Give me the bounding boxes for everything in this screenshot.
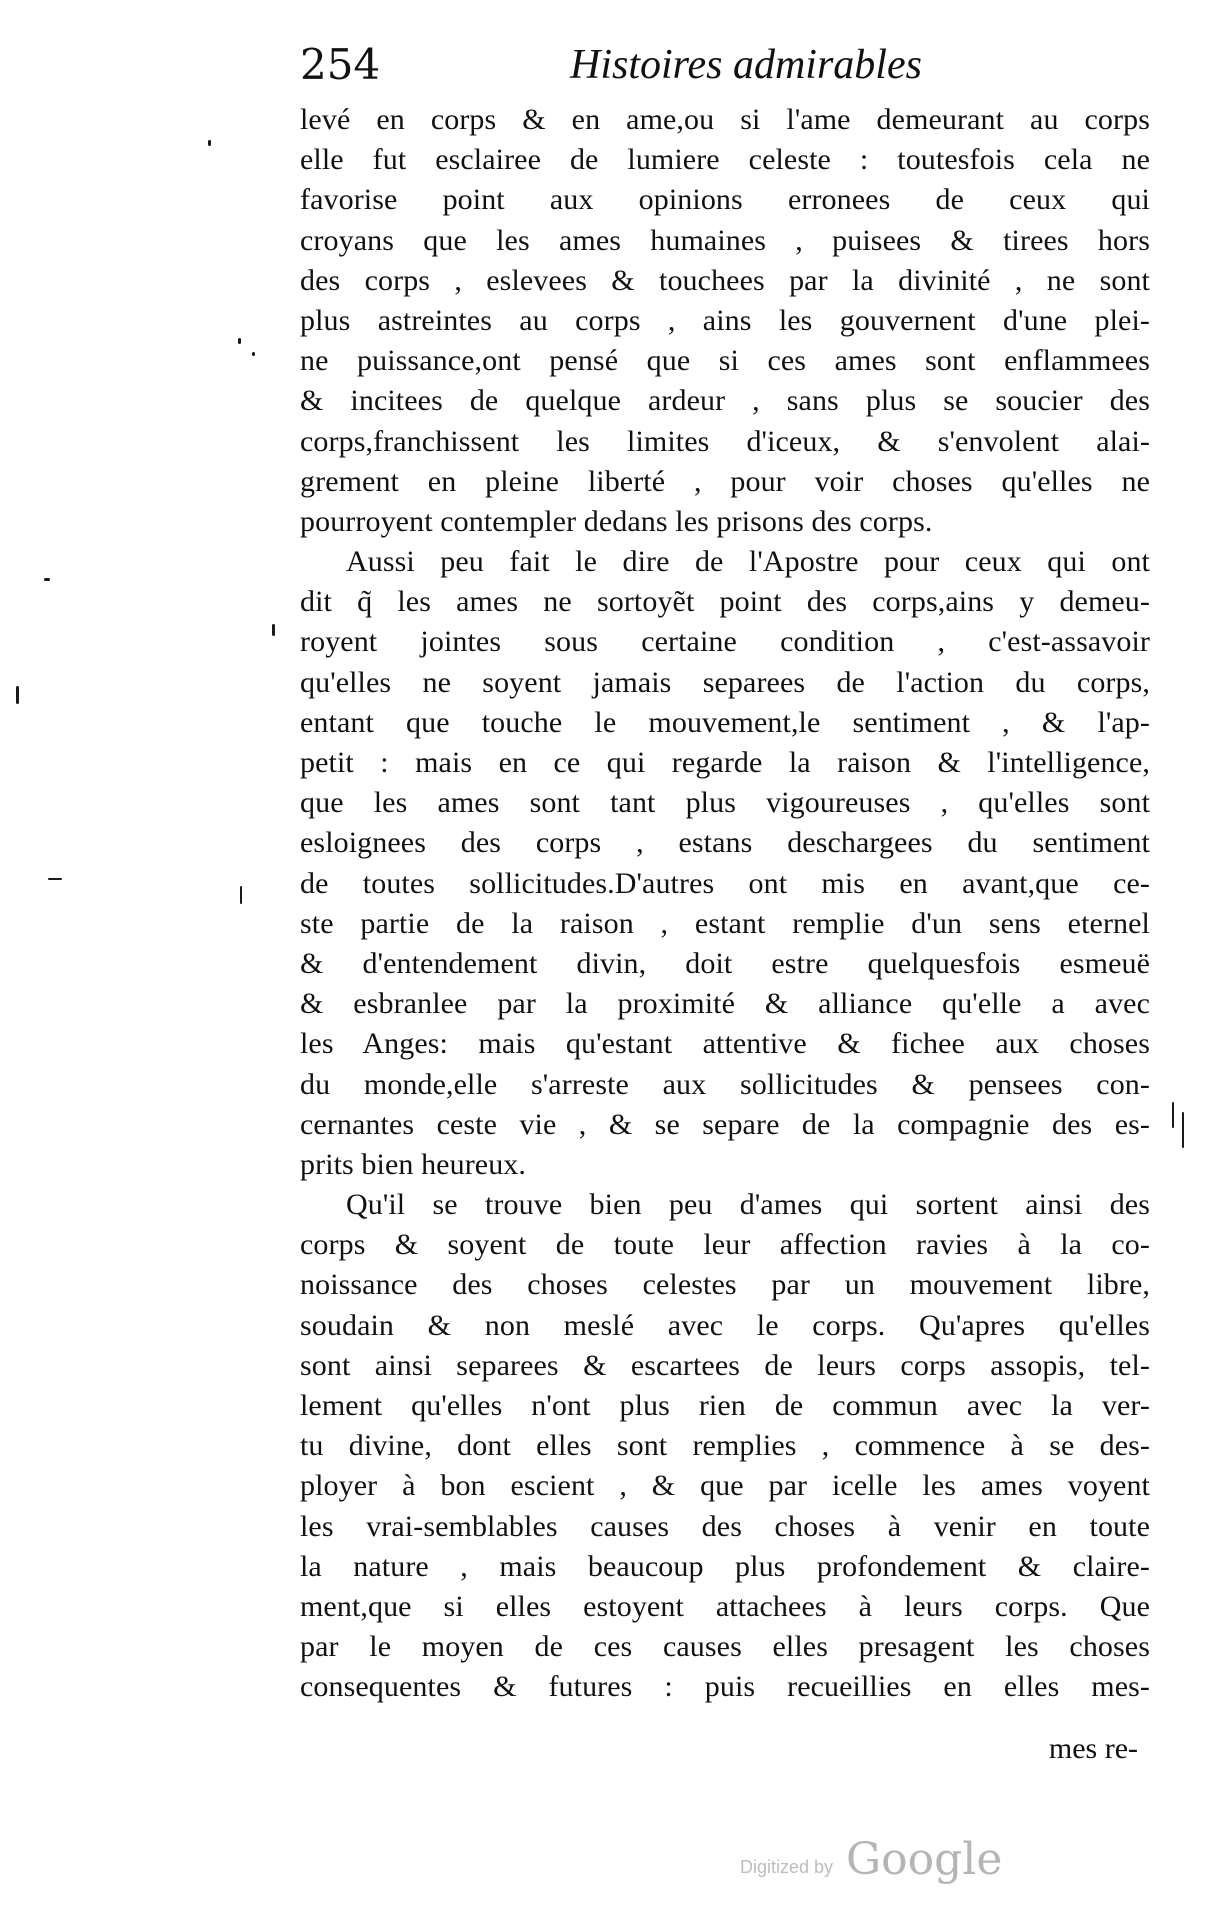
text-line: petit : mais en ce qui regarde la raison & l'intelligence, (300, 746, 1150, 779)
text-line: & esbranlee par la proximité & alliance qu'elle a avec (300, 987, 1150, 1021)
text-line: sont ainsi separees & escartees de leurs corps assopis, tel- (300, 1348, 1150, 1382)
text-line: elle fut esclairee de lumiere celeste : toutesfois cela ne (300, 143, 1150, 177)
text-line: consequentes & futures : puis recueillies en elles mes- (300, 1670, 1150, 1704)
text-line: que les ames sont tant plus vigoureuses , qu'elles sont (300, 786, 1150, 820)
text-line: les vrai-semblables causes des choses à venir en toute (300, 1509, 1150, 1543)
text-line: noissance des choses celestes par un mouvement libre, (300, 1268, 1150, 1302)
margin-mark (272, 624, 275, 636)
text-line: Aussi peu fait le dire de l'Apostre pour ceux qui ont (346, 545, 1150, 579)
text-line: & incitees de quelque ardeur , sans plus se soucier des (300, 384, 1150, 418)
text-line: corps & soyent de toute leur affection ravies à la co- (300, 1228, 1150, 1262)
margin-mark (208, 140, 211, 146)
text-line: les Anges: mais qu'estant attentive & fichee aux choses (300, 1027, 1150, 1061)
margin-mark (44, 578, 50, 581)
text-line: ste partie de la raison , estant remplie d'un sens eternel (300, 906, 1150, 940)
margin-mark (1172, 1102, 1174, 1128)
text-line: Qu'il se trouve bien peu d'ames qui sortent ainsi des (346, 1188, 1150, 1222)
text-line: ment,que si elles estoyent attachees à leurs corps. Que (300, 1589, 1150, 1623)
text-line: croyans que les ames humaines , puisees & tirees hors (300, 223, 1150, 257)
body-text (300, 100, 1150, 1708)
text-line: entant que touche le mouvement,le sentiment , & l'ap- (300, 705, 1150, 739)
text-line: royent jointes sous certaine condition , c'est-assavoir (300, 625, 1150, 659)
text-line: qu'elles ne soyent jamais separees de l'action du corps, (300, 665, 1150, 699)
margin-mark (16, 686, 19, 704)
catchword: mes re- (1048, 1732, 1138, 1765)
text-line: par le moyen de ces causes elles presagent les choses (300, 1630, 1150, 1664)
text-line: corps,franchissent les limites d'iceux, & s'envolent alai- (300, 424, 1150, 458)
text-line: grement en pleine liberté , pour voir choses qu'elles ne (300, 464, 1150, 498)
running-title: Histoires admirables (570, 42, 922, 88)
text-line: prits bien heureux. (300, 1147, 527, 1181)
margin-mark (252, 352, 255, 356)
margin-mark (238, 338, 241, 344)
margin-mark (1182, 1112, 1184, 1148)
text-line: lement qu'elles n'ont plus rien de commun avec la ver- (300, 1389, 1150, 1422)
margin-mark (240, 886, 242, 904)
text-line: plus astreintes au corps , ains les gouvernent d'une plei- (300, 303, 1150, 337)
text-line: du monde,elle s'arreste aux sollicitudes & pensees con- (300, 1067, 1150, 1101)
margin-mark (48, 878, 62, 880)
text-line: soudain & non meslé avec le corps. Qu'apres qu'elles (300, 1308, 1150, 1342)
text-line: ployer à bon escient , & que par icelle les ames voyent (300, 1469, 1150, 1503)
text-line: la nature , mais beaucoup plus profondement & claire- (300, 1549, 1150, 1583)
text-line: dit q̃ les ames ne sortoyẽt point des corps,ains y demeu- (300, 585, 1150, 619)
text-line: esloignees des corps , estans deschargees du sentiment (300, 826, 1150, 860)
page-number: 254 (300, 40, 381, 89)
text-line: pourroyent contempler dedans les prisons des corps. (300, 504, 933, 538)
text-line: de toutes sollicitudes.D'autres ont mis en avant,que ce- (300, 866, 1150, 900)
google-logo: Google (846, 1834, 1003, 1885)
text-line: & d'entendement divin, doit estre quelquesfois esmeuë (300, 946, 1150, 980)
digitized-label: Digitized by (740, 1857, 834, 1877)
text-line: ne puissance,ont pensé que si ces ames sont enflammees (300, 344, 1150, 378)
text-line: tu divine, dont elles sont remplies , commence à se des- (300, 1429, 1150, 1463)
page-header (300, 38, 1160, 92)
text-line: cernantes ceste vie , & se separe de la compagnie des es- (300, 1107, 1150, 1141)
text-line: favorise point aux opinions erronees de ceux qui (300, 183, 1150, 217)
text-line: des corps , eslevees & touchees par la divinité , ne sont (300, 263, 1150, 297)
text-line: levé en corps & en ame,ou si l'ame demeurant au corps (300, 103, 1150, 136)
